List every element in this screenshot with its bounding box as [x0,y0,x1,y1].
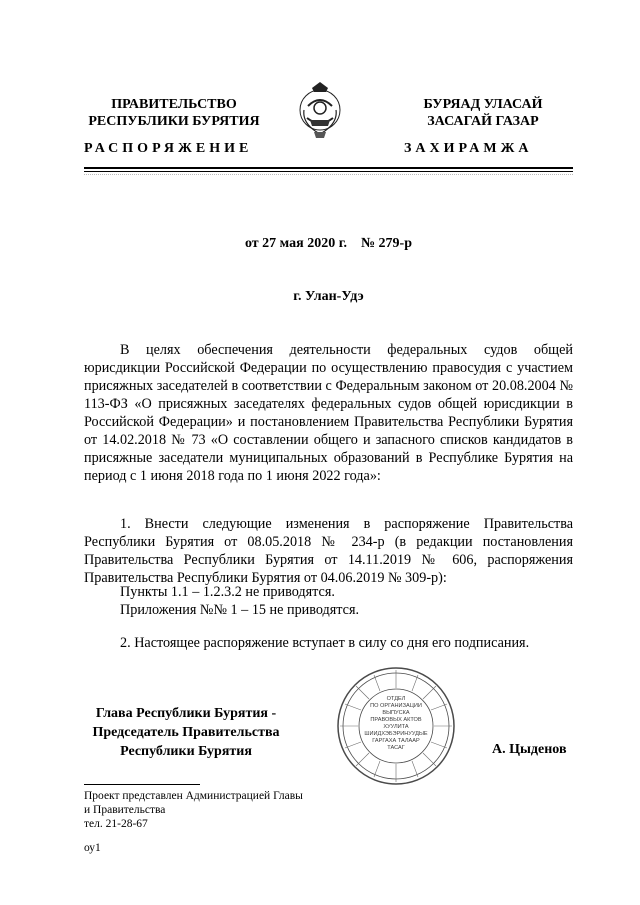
document-type-buryat: ЗАХИРАМЖА [404,141,533,156]
footer-line2: и Правительства [84,804,166,816]
government-title-russian [60,96,288,130]
seal-text-line6: ШИИДХЭБЭРИНУУДЫЕ [364,731,428,737]
footer-divider [84,784,200,785]
footer-phone: тел. 21-28-67 [84,818,148,830]
document-city: г. Улан-Удэ [293,289,364,304]
government-title-buryat-line1: БУРЯАД УЛАСАЙ [423,97,543,112]
clause-2-paragraph: 2. Настоящее распоряжение вступает в силу со дня его подписания. [120,635,530,651]
government-title-line1: ПРАВИТЕЛЬСТВО [111,97,237,112]
seal-text-line7: ГАРГАХА ТАЛААР [372,738,420,744]
footer-line1: Проект представлен Администрацией Главы [84,790,303,802]
clause-1-paragraph: 1. Внести следующие изменения в распоряжение Правительства Республики Бурятия от 08.05.2018 № 234-р (в редакции постановления Правительства Республики Бурятия от 14.11.2019 № 606, распоряжения Правительства Республики Бурятия от 04.06.2019 № 309-р): [84,516,573,586]
coat-of-arms-icon [298,80,342,145]
seal-text-line2: ПО ОРГАНИЗАЦИИ [370,703,422,709]
seal-text-line3: ВЫПУСКА [382,710,410,716]
signatory-title-line3: Республики Бурятия [120,744,252,759]
seal-text-line8: ТАСАГ [387,745,405,751]
document-type-russian: РАСПОРЯЖЕНИЕ [84,141,253,156]
signatory-title-line1: Глава Республики Бурятия - [95,706,277,721]
document-date-number: от 27 мая 2020 г. № 279-р [244,236,412,251]
official-seal-icon [336,666,456,791]
signatory-name: А. Цыденов [492,742,567,757]
government-title-buryat-line2: ЗАСАГАЙ ГАЗАР [427,114,539,129]
header-divider-dotted [84,174,573,176]
clause-1-note-points: Пункты 1.1 – 1.2.3.2 не приводятся. [120,584,335,600]
seal-text-line1: ОТДЕЛ [386,696,406,702]
government-title-buryat [376,96,590,130]
header-divider-thin [84,171,573,172]
footer-code: оу1 [84,842,101,854]
signatory-title [72,704,300,761]
signatory-title-line2: Председатель Правительства [92,725,280,740]
government-title-line2: РЕСПУБЛИКИ БУРЯТИЯ [88,114,260,129]
clause-1-note-appendices: Приложения №№ 1 – 15 не приводятся. [120,602,360,618]
header-divider-thick [84,167,573,169]
seal-text-line4: ПРАВОВЫХ АКТОВ [370,717,422,723]
footer-note [84,789,303,831]
preamble-paragraph: В целях обеспечения деятельности федеральных судов общей юрисдикции Российской Федерации по осуществлению правосудия с участием присяжных заседателей в соответствии с Федеральным законом от 20.08.2004 № 113-ФЗ «О присяжных заседателях федеральных судов общей юрисдикции в Российской Федерации» и постановлением Правительства Республики Бурятия от 14.02.2018 № 73 «О составлении общего и запасного списков кандидатов в присяжные заседатели муниципальных образований в Республике Бурятия на период с 1 июня 2018 года по 1 июня 2022 года»: [84,342,573,484]
seal-text-line5: ХУУЛИТА [383,724,409,730]
